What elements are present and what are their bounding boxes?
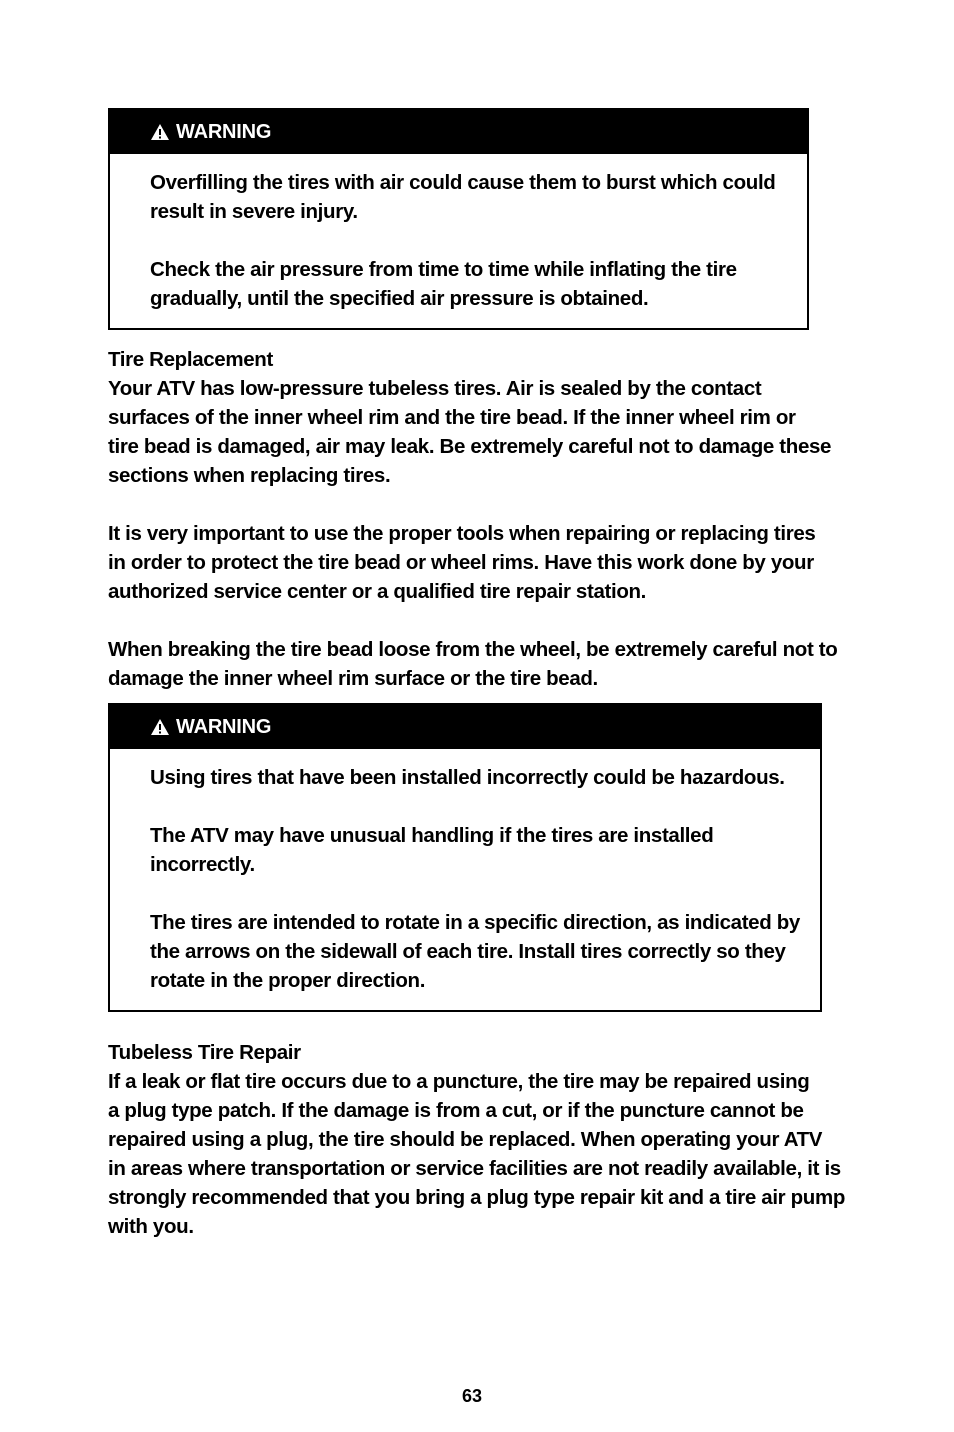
section-heading: Tire Replacement: [108, 348, 273, 371]
section-heading: Tubeless Tire Repair: [108, 1041, 301, 1064]
warning-triangle-icon: [150, 718, 170, 736]
tire-replacement-section: [108, 345, 868, 693]
warning-body: [110, 749, 820, 1011]
body-paragraph: When breaking the tire bead loose from the wheel, be extremely careful not to damage the inner wheel rim surface or the tire bead.: [108, 638, 838, 690]
warning-box-overfilling: [108, 108, 809, 330]
warning-triangle-icon: [150, 123, 170, 141]
warning-header: [110, 110, 807, 154]
warning-header: [110, 705, 820, 749]
body-paragraph: It is very important to use the proper tools when repairing or replacing tires in order to protect the tire bead or wheel rims. Have this work done by your authorized service center or a qualified tire repair station.: [108, 522, 816, 603]
warning-body: [110, 154, 807, 329]
warning-paragraph: Using tires that have been installed incorrectly could be hazardous.: [150, 766, 785, 789]
warning-paragraph: Overfilling the tires with air could cause them to burst which could result in severe injury.: [150, 171, 776, 223]
page-number: 63: [461, 1386, 483, 1406]
body-paragraph: If a leak or flat tire occurs due to a puncture, the tire may be repaired using a plug type patch. If the damage is from a cut, or if the puncture cannot be repaired using a plug, the tire should be replaced. When operating your ATV in areas where transportation or service facilities are not readily available, it is strongly recommended that you bring a plug type repair kit and a tire air pump with you.: [108, 1070, 846, 1238]
body-paragraph: Your ATV has low-pressure tubeless tires. Air is sealed by the contact surfaces of the inner wheel rim and the tire bead. If the inner wheel rim or tire bead is damaged, air may leak. Be extremely careful not to damage these sections when replacing tires.: [108, 377, 832, 487]
warning-label: WARNING: [176, 120, 272, 143]
warning-paragraph: The ATV may have unusual handling if the tires are installed incorrectly.: [150, 824, 714, 876]
tubeless-repair-section: [108, 1038, 878, 1241]
warning-paragraph: Check the air pressure from time to time while inflating the tire gradually, until the specified air pressure is obtained.: [150, 258, 737, 310]
warning-paragraph: The tires are intended to rotate in a specific direction, as indicated by the arrows on the sidewall of each tire. Install tires correctly so they rotate in the proper direction.: [150, 911, 800, 992]
warning-label: WARNING: [176, 715, 272, 738]
warning-box-installation: [108, 703, 822, 1012]
